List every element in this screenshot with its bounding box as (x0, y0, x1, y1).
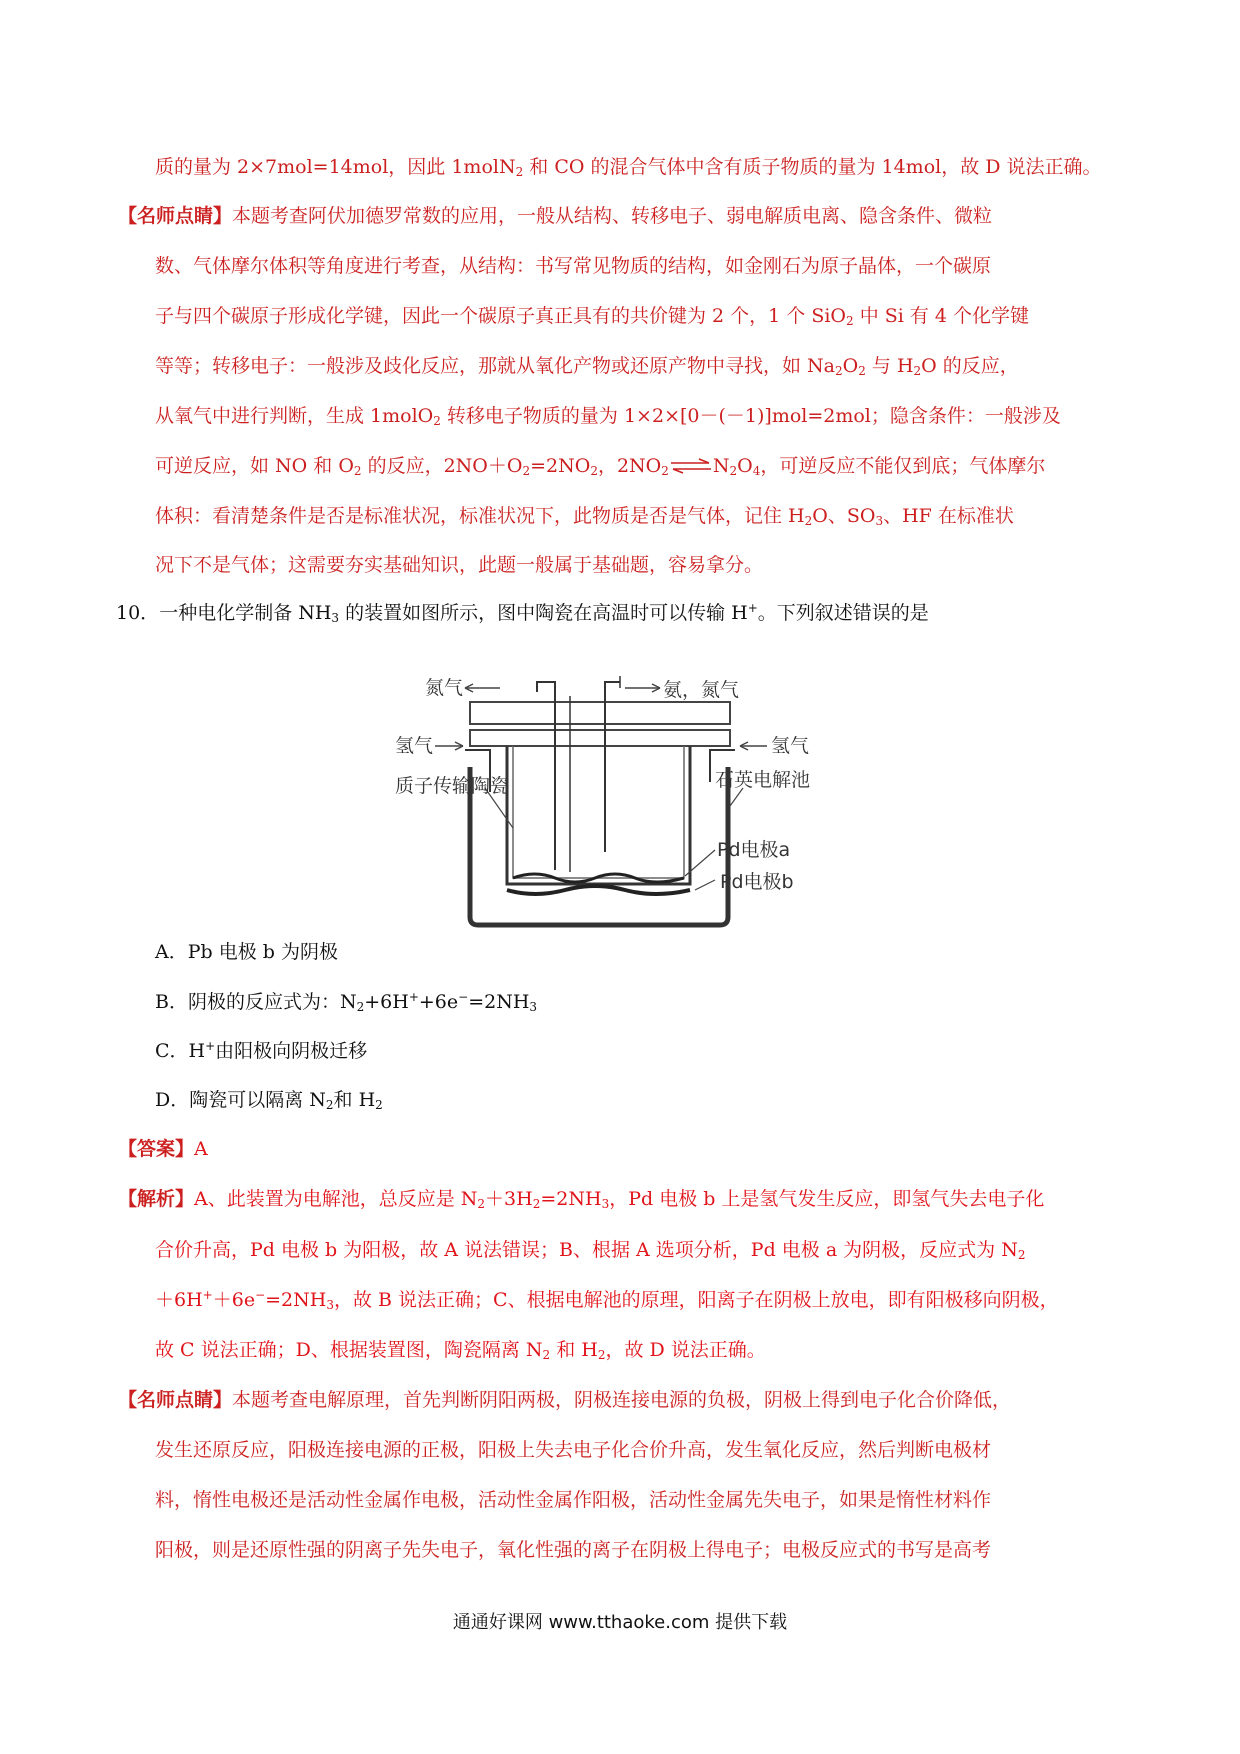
analysis-line-3: $+6H^++6e^-=2NH_3$，故 B 说法正确；C、根据电解池的原理，阳离子在阴极上放电，即有阳极移向阴极， (155, 1288, 1059, 1312)
tip1-line-8: 况下不是气体；这需要夯实基础知识，此题一般属于基础题，容易拿分。 (155, 554, 764, 576)
tip1-line-3: 子与四个碳原子形成化学键，因此一个碳原子真正具有的共价键为 2 个，1 个 SiO$_2$ 中 Si 有 4 个化学键 (155, 305, 1030, 328)
question-number: 10． (116, 602, 160, 624)
label-electrode-a: Pd电极a (717, 839, 791, 861)
tip1-label: 【名师点睛】 (118, 205, 233, 227)
reversible-arrow-icon (669, 458, 713, 474)
label-hydrogen-in-right: 氢气 (771, 735, 810, 757)
tip2-line-3: 料，惰性电极还是活动性金属作电极，活动性金属作阳极，活动性金属先失电子，如果是惰性材料作 (155, 1489, 992, 1511)
tip2-line-2: 发生还原反应，阳极连接电源的正极，阳极上失去电子化合价升高，发生氧化反应，然后判断电极材 (155, 1439, 992, 1461)
answer-value: A (194, 1138, 208, 1160)
analysis-line-4: 故 C 说法正确；D、根据装置图，陶瓷隔离 $N_2$ 和 $H_2$，故 D 说法正确。 (155, 1339, 766, 1362)
question-10: 10．一种电化学制备 $NH_3$ 的装置如图所示，图中陶瓷在高温时可以传输 H+。下列叙述错误的是 (116, 601, 929, 625)
label-ammonia-out: 氨，氮气 (663, 679, 740, 701)
option-b: B．阴极的反应式为：$N_2+6H^++6e^-=2NH_3$ (155, 990, 538, 1014)
tip1-line-6: 可逆反应，如 NO 和 $O_2$ 的反应，$2NO+O_2=2NO_2$，$2NO_2$ $N_2O_4$，可逆反应不能仅到底；气体摩尔 (155, 455, 1046, 478)
tip1-line-1: 【名师点睛】本题考查阿伏加德罗常数的应用，一般从结构、转移电子、弱电解质电离、隐含条件、微粒 (118, 205, 993, 227)
option-d: D．陶瓷可以隔离 $N_2$和 $H_2$ (155, 1089, 383, 1112)
tip1-line-7: 体积：看清楚条件是否是标准状况，标准状况下，此物质是否是气体，记住 $H_2O$、$SO_3$、HF 在标准状 (155, 505, 1014, 528)
analysis-line-1: 【解析】A、此装置为电解池，总反应是 $N_2+3H_2=2NH_3$，Pd 电极 b 上是氢气发生反应，即氢气失去电子化 (118, 1188, 1045, 1211)
tip1-line-4: 等等；转移电子：一般涉及歧化反应，那就从氧化产物或还原产物中寻找，如 $Na_2O_2$ 与 $H_2O$ 的反应， (155, 355, 1019, 378)
tip2-line-1: 【名师点睛】本题考查电解原理，首先判断阴阳两极，阴极连接电源的负极，阴极上得到电子化合价降低， (118, 1389, 1012, 1411)
electrolysis-apparatus-diagram (395, 672, 845, 937)
answer-label: 【答案】 (118, 1138, 195, 1160)
answer-line (118, 1137, 208, 1161)
explanation-line-1: 质的量为 2×7mol=14mol，因此 1molN$_2$ 和 CO 的混合气体中含有质子物质的量为 14mol，故 D 说法正确。 (155, 156, 1102, 179)
tip1-line-5: 从氧气中进行判断，生成 1molO$_2$ 转移电子物质的量为 1×2×[0－(－1)]mol=2mol；隐含条件：一般涉及 (155, 405, 1061, 428)
label-proton-ceramic: 质子传输陶瓷 (395, 775, 510, 797)
option-a: A．Pb 电极 b 为阴极 (155, 941, 338, 963)
label-hydrogen-in-left: 氢气 (395, 735, 434, 757)
option-c: C．H+由阳极向阴极迁移 (155, 1039, 368, 1062)
apparatus-drawing (395, 672, 845, 937)
label-quartz-cell: 石英电解池 (715, 769, 811, 791)
tip2-label: 【名师点睛】 (118, 1389, 233, 1411)
page-footer: 通通好课网 www.tthaoke.com 提供下载 (452, 1612, 788, 1633)
analysis-line-2: 合价升高，Pd 电极 b 为阳极，故 A 说法错误；B、根据 A 选项分析，Pd 电极 a 为阴极，反应式为 $N_2$ (155, 1239, 1026, 1262)
label-nitrogen-in: 氮气 (425, 677, 464, 699)
label-electrode-b: Pd电极b (720, 871, 794, 893)
tip1-line-2: 数、气体摩尔体积等角度进行考查，从结构：书写常见物质的结构，如金刚石为原子晶体，一个碳原 (155, 255, 992, 277)
tip2-line-4: 阳极，则是还原性强的阴离子先失电子，氧化性强的离子在阴极上得电子；电极反应式的书写是高考 (155, 1539, 992, 1561)
analysis-label: 【解析】 (118, 1188, 195, 1210)
